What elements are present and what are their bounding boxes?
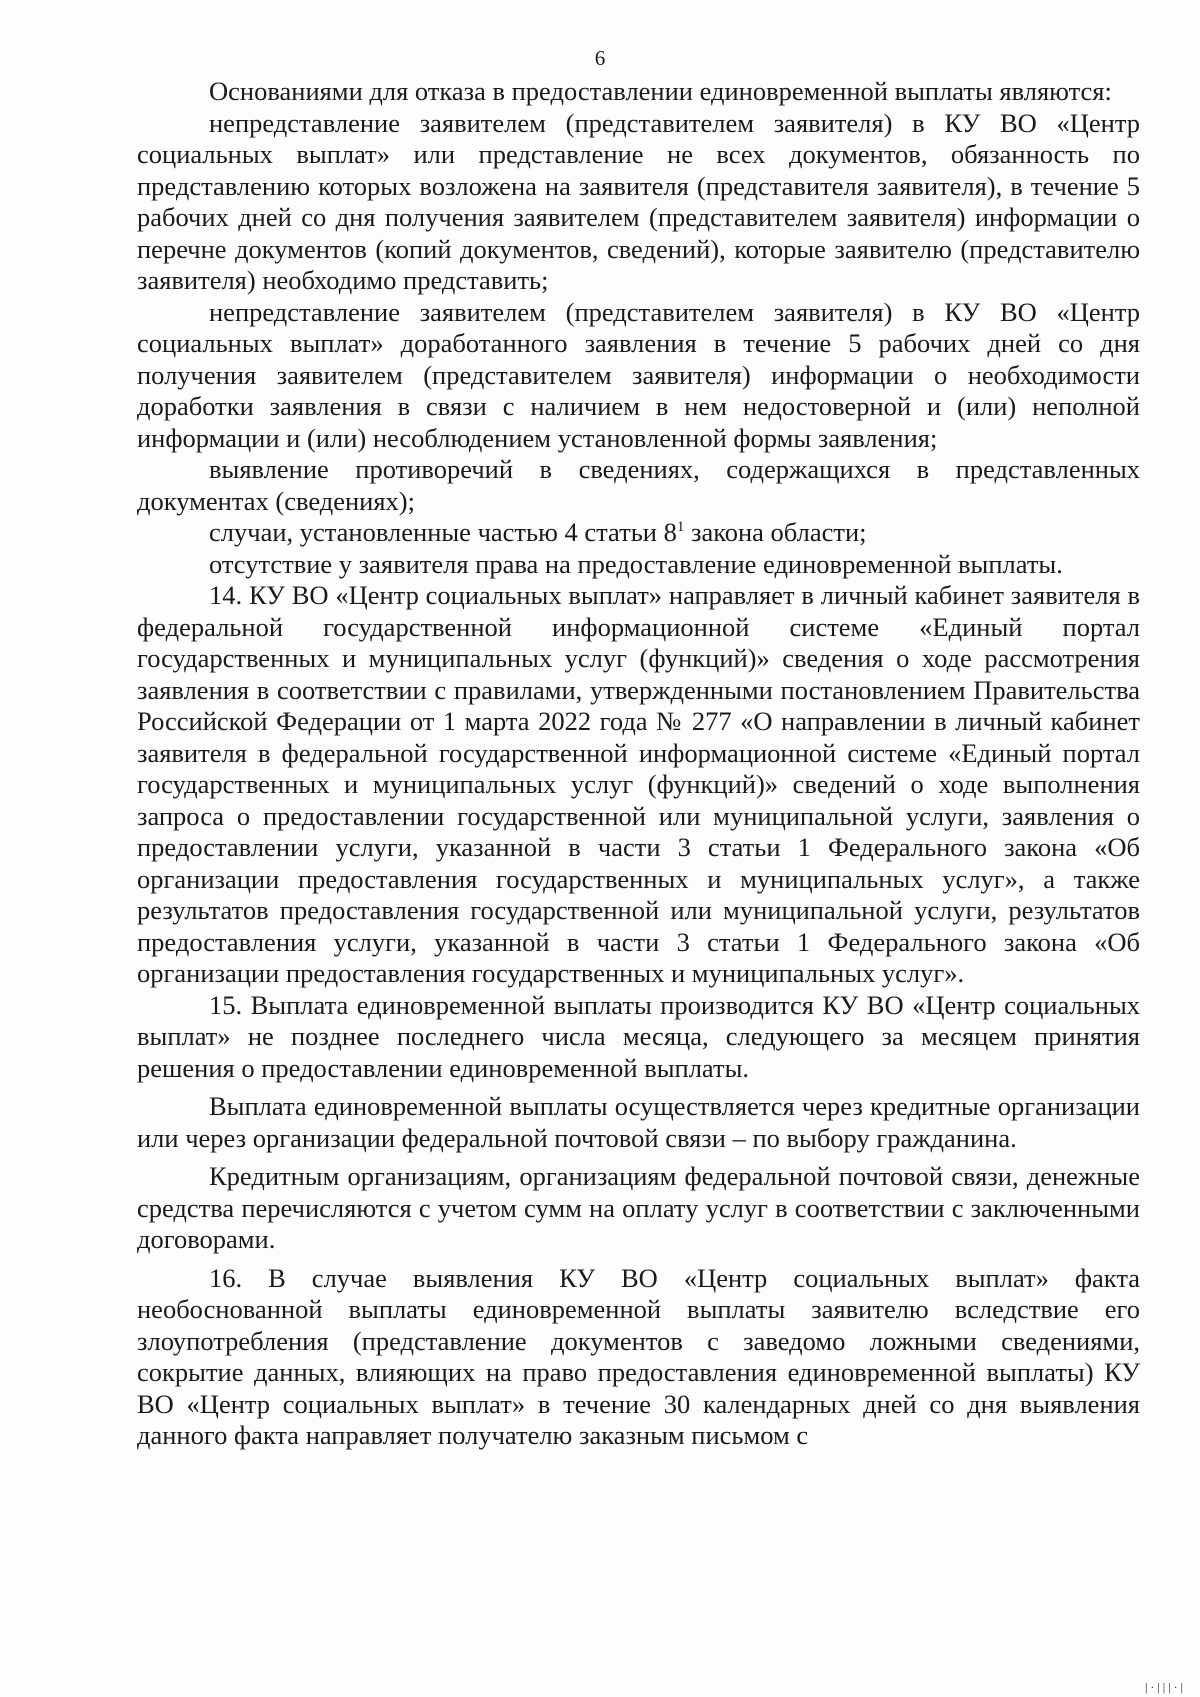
law-cases-text-before: случаи, установленные частью 4 статьи 8 [209,517,677,547]
scan-edge-marks: |·|||·| [1144,1680,1186,1694]
paragraph-clause-14: 14. КУ ВО «Центр социальных выплат» направляет в личный кабинет заявителя в федеральной государственной информационной системе «Единый портал государственных и муниципальных услуг (функций)» сведения о ходе рассмотрения заявления в соответствии с правилами, утвержденными постановлением Правительства Российской Федерации от 1 марта 2022 года № 277 «О направлении в личный кабинет заявителя в федеральной государственной информационной системе «Единый портал государственных и муниципальных услуг (функций)» сведений о ходе выполнения запроса о предоставлении государственной или муниципальной услуги, заявления о предоставлении услуги, указанной в части 3 статьи 1 Федерального закона «Об организации предоставления государственных и муниципальных услуг», а также результатов предоставления государственной или муниципальной услуги, результатов предоставления услуги, указанной в части 3 статьи 1 Федерального закона «Об организации предоставления государственных и муниципальных услуг». [137,580,1140,988]
paragraph-ground-contradictions: выявление противоречий в сведениях, содержащихся в представленных документах (сведениях); [137,454,1140,516]
page-number: 6 [594,46,606,70]
paragraph-ground-no-right: отсутствие у заявителя права на предоставление единовременной выплаты. [209,548,1063,579]
document-body [137,76,1140,1452]
paragraph-refusal-grounds-intro: Основаниями для отказа в предоставлении единовременной выплаты являются: [209,76,1112,106]
paragraph-clause-16: 16. В случае выявления КУ ВО «Центр социальных выплат» факта необоснованной выплаты единовременной выплаты заявителю вследствие его злоупотребления (представление документов с заведомо ложными сведениями, сокрытие данных, влияющих на право предоставления единовременной выплаты) КУ ВО «Центр социальных выплат» в течение 30 календарных дней со дня выявления данного факта направляет получателю заказным письмом с [137,1262,1140,1450]
law-cases-text-after: закона области; [684,517,867,547]
paragraph-clause-15: 15. Выплата единовременной выплаты производится КУ ВО «Центр социальных выплат» не позднее последнего числа месяца, следующего за месяцем принятия решения о предоставлении единовременной выплаты. [137,989,1140,1083]
article-superscript: 1 [676,519,685,536]
paragraph-funds-transfer: Кредитным организациям, организациям федеральной почтовой связи, денежные средства перечисляются с учетом сумм на оплату услуг в соответствии с заключенными договорами. [137,1161,1140,1254]
paragraph-ground-law-cases [137,517,1140,549]
paragraph-ground-no-revised-application: непредставление заявителем (представителем заявителя) в КУ ВО «Центр социальных выплат» доработанного заявления в течение 5 рабочих дней со дня получения заявителем (представителем заявителя) информации о необходимости доработки заявления в связи с наличием в нем недостоверной и (или) неполной информации и (или) несоблюдением установленной формы заявления; [137,296,1140,453]
paragraph-payment-channels: Выплата единовременной выплаты осуществляется через кредитные организации или через организации федеральной почтовой связи – по выбору гражданина. [137,1091,1140,1153]
paragraph-ground-missing-documents: непредставление заявителем (представителем заявителя) в КУ ВО «Центр социальных выплат» или представление не всех документов, обязанность по представлению которых возложена на заявителя (представителя заявителя), в течение 5 рабочих дней со дня получения заявителем (представителем заявителя) информации о перечне документов (копий документов, сведений), которые заявителю (представителю заявителя) необходимо представить; [137,107,1140,295]
